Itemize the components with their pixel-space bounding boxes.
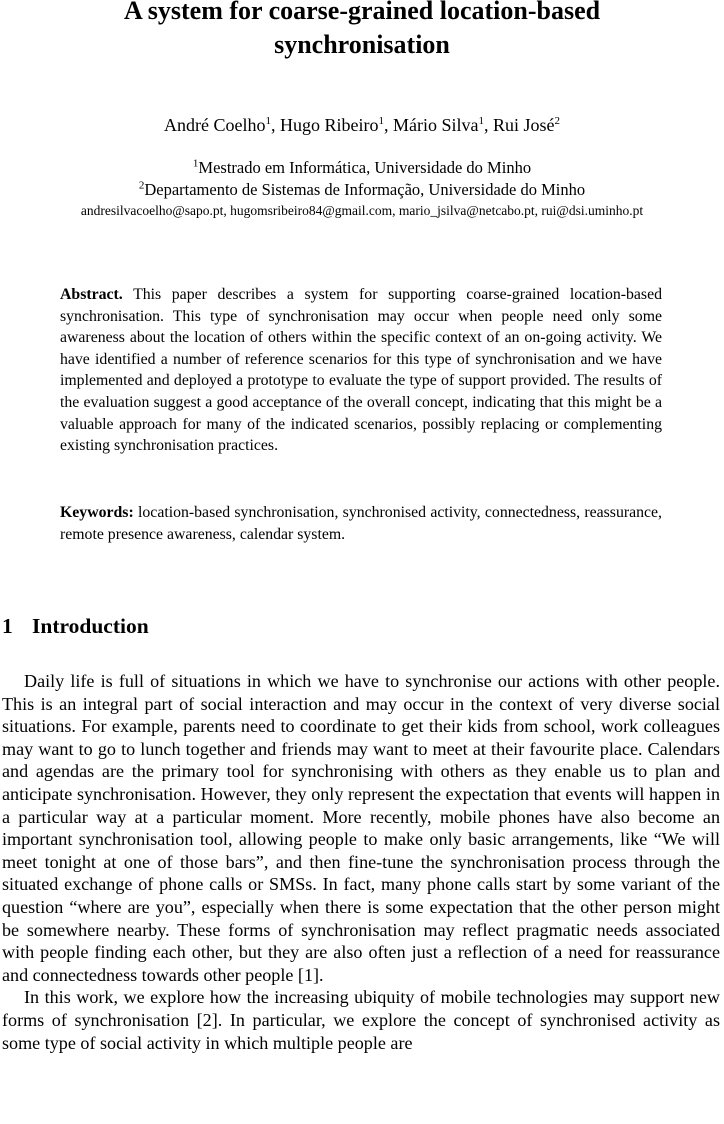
abstract: [60, 284, 662, 457]
keywords: [60, 502, 662, 545]
affiliation-number: 1: [192, 157, 199, 170]
author-name: Mário Silva: [392, 115, 479, 135]
author-affiliation-mark: 1: [478, 115, 484, 127]
keywords-text: location-based synchronisation, synchronised activity, connectedness, reassurance, remote presence awareness, calendar system.: [60, 504, 662, 543]
affiliation-number: 2: [138, 179, 145, 192]
author-list: André Coelho$^1$, Hugo Ribeiro$^1$, Mário Silva$^1$, Rui José$^2$: [164, 115, 560, 135]
section-title: Introduction: [32, 614, 149, 638]
author-name: Rui José: [492, 115, 555, 135]
abstract-label: Abstract.: [60, 286, 123, 303]
author-affiliation-mark: 2: [554, 115, 560, 127]
author-emails: andresilvacoelho@sapo.pt, hugomsribeiro84@gmail.com, mario_jsilva@netcabo.pt, rui@dsi.uminho.pt: [80, 203, 644, 218]
affiliation: [0, 157, 724, 179]
paper-title: A system for coarse-grained location-based synchronisation: [123, 0, 601, 59]
section-body: [2, 670, 720, 1054]
section-heading: [2, 612, 149, 640]
author-affiliation-mark: 1: [265, 115, 271, 127]
affiliation-text: Departamento de Sistemas de Informação, Universidade do Minho: [144, 180, 586, 199]
body-paragraph: Daily life is full of situations in which we have to synchronise our actions with other people. This is an integral part of social interaction and may occur in the context of very diverse social situations. For example, parents need to coordinate to get their kids from school, work colleagues may want to go to lunch together and friends may want to meet at their favourite place. Calendars and agendas are the primary tool for synchronising with others as they enable us to plan and anticipate synchronisation. However, they only represent the expectation that events will happen in a particular way at a particular moment. More recently, mobile phones have also become an important synchronisation tool, allowing people to make only basic arrangements, like “We will meet tonight at one of those bars”, and then fine-tune the synchronisation process through the situated exchange of phone calls or SMSs. In fact, many phone calls start by some variant of the question “where are you”, especially when there is some expectation that the other person might be somewhere nearby. These forms of synchronisation may reflect pragmatic needs associated with people finding each other, but they are also often just a reflection of a need for reassurance and connectedness towards other people [1].: [2, 671, 720, 985]
abstract-text: This paper describes a system for supporting coarse-grained location-based synchronisation. This type of synchronisation may occur when people need only some awareness about the location of others within the specific context of an on-going activity. We have identified a number of reference scenarios for this type of synchronisation and we have implemented and deployed a prototype to evaluate the type of support provided. The results of the evaluation suggest a good acceptance of the overall concept, indicating that this might be a valuable approach for many of the indicated scenarios, possibly replacing or complementing existing synchronisation practices.: [60, 286, 662, 455]
author-name: André Coelho: [164, 115, 266, 135]
author-affiliation-mark: 1: [378, 115, 384, 127]
keywords-label: Keywords:: [60, 504, 134, 521]
section-number: 1: [2, 614, 13, 638]
author-name: Hugo Ribeiro: [279, 115, 379, 135]
body-paragraph: In this work, we explore how the increasing ubiquity of mobile technologies may support new forms of synchronisation [2]. In particular, we explore the concept of synchronised activity as some type of social activity in which multiple people are: [2, 987, 720, 1053]
affiliation: [0, 179, 724, 201]
affiliation-text: Mestrado em Informática, Universidade do Minho: [198, 158, 532, 177]
